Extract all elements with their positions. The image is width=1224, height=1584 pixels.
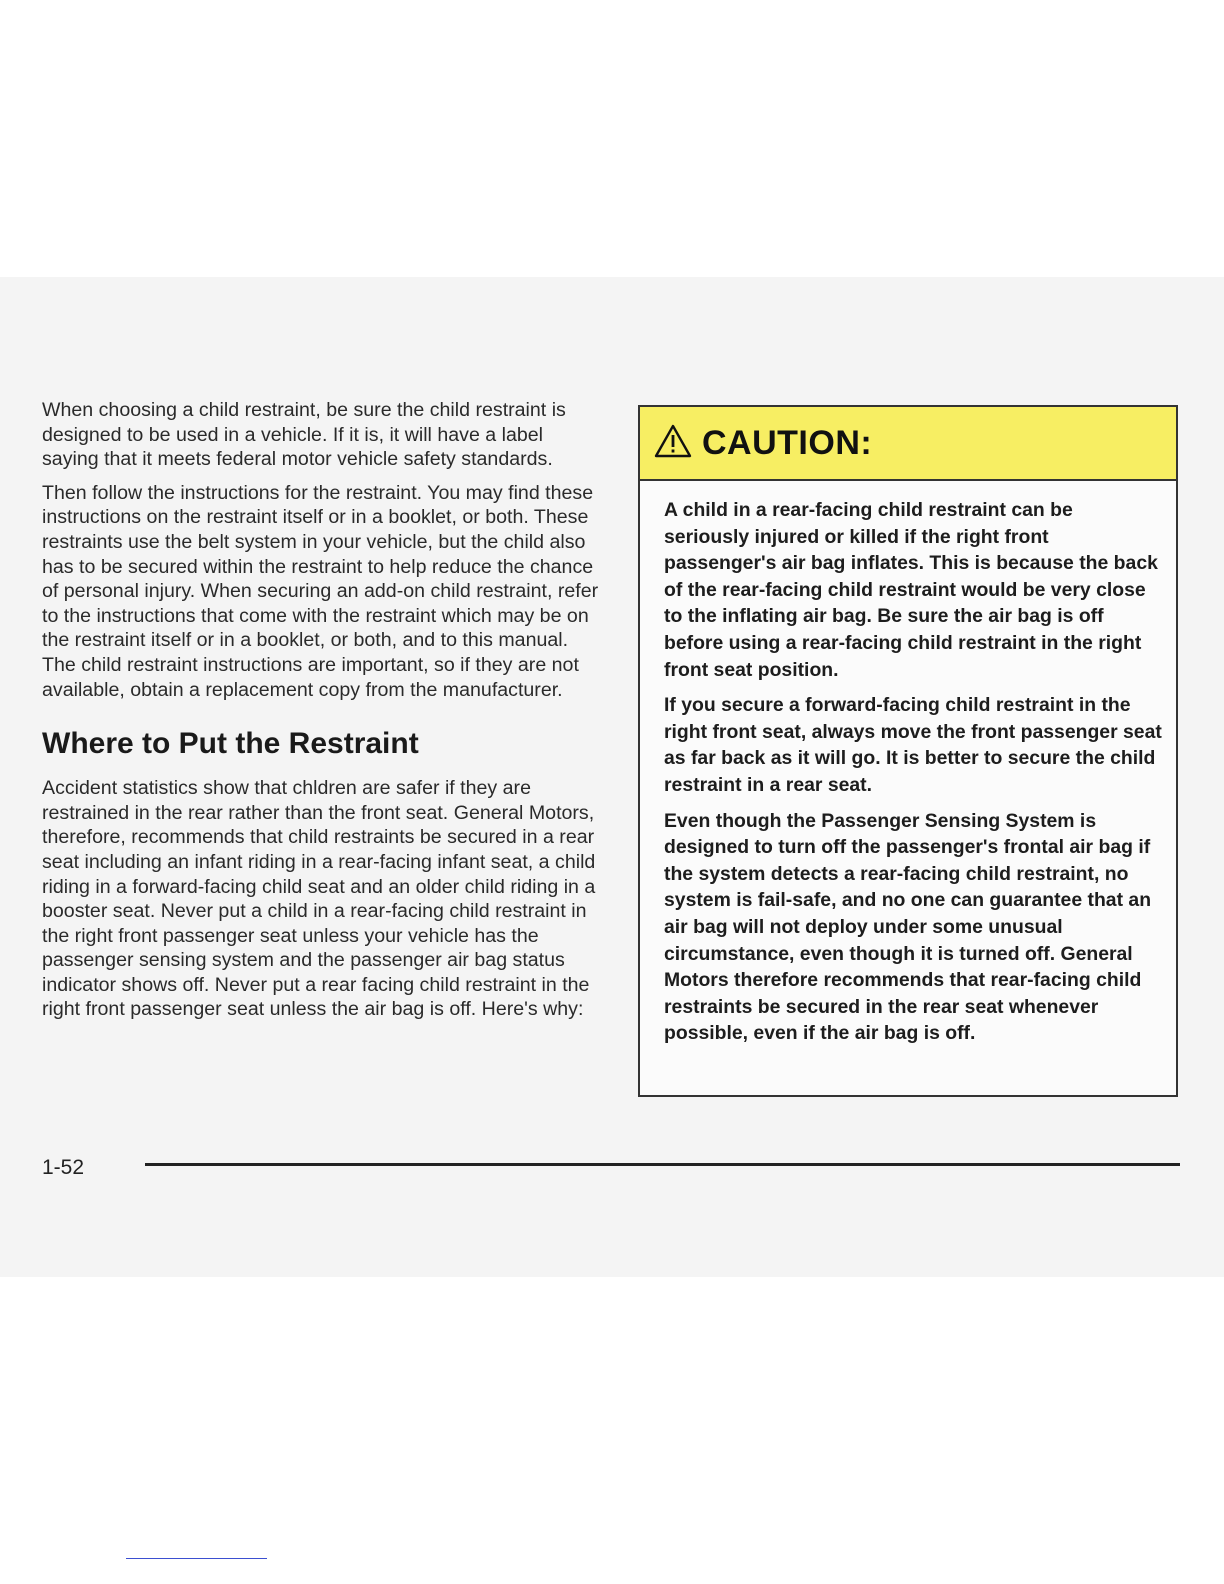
bottom-underline bbox=[126, 1558, 267, 1559]
caution-paragraph-rear-facing: A child in a rear-facing child restraint can be seriously injured or killed if the right front passenger's air bag inflates. This is because the back of the rear-facing child restraint would be very close to the inflating air bag. Be sure the air bag is off before using a rear-facing child restraint in the right front seat position. bbox=[664, 499, 1158, 681]
left-column bbox=[42, 398, 602, 1031]
warning-triangle-icon bbox=[654, 424, 702, 463]
caution-paragraph-forward-facing: If you secure a forward-facing child restraint in the right front seat, always move the front passenger seat as far back as it will go. It is better to secure the child restraint in a rear seat. bbox=[664, 694, 1162, 796]
caution-title: CAUTION: bbox=[702, 423, 873, 462]
caution-body bbox=[640, 481, 1176, 1047]
caution-box bbox=[638, 405, 1178, 1097]
page-number: 1-52 bbox=[42, 1156, 85, 1179]
caution-paragraph-sensing-system: Even though the Passenger Sensing System is designed to turn off the passenger's frontal air bag if the system detects a rear-facing child restraint, no system is fail-safe, and no one can guarantee that an air bag will not deploy under some unusual circumstance, even though it is turned off. General Motors therefore recommends that rear-facing child restraints be secured in the rear seat whenever possible, even if the air bag is off. bbox=[664, 809, 1152, 1045]
paragraph-follow-instructions: Then follow the instructions for the restraint. You may find these instructions on the restraint itself or in a booklet, or both. These restraints use the belt system in your vehicle, but the child also has to be secured within the restraint to help reduce the chance of personal injury. When securing an add-on child restraint, refer to the instructions that come with the restraint which may be on the restraint itself or in a booklet, or both, and to this manual. The child restraint instructions are important, so if they are not available, obtain a replacement copy from the manufacturer. bbox=[42, 481, 599, 701]
section-heading: Where to Put the Restraint bbox=[42, 727, 419, 761]
footer-rule bbox=[145, 1163, 1180, 1166]
paragraph-accident-statistics: Accident statistics show that chldren are safer if they are restrained in the rear rather than the front seat. General Motors, therefore, recommends that child restraints be secured in a rear seat including an infant riding in a rear-facing infant seat, a child riding in a forward-facing child seat and an older child riding in a booster seat. Never put a child in a rear-facing child restraint in the right front passenger seat unless your vehicle has the passenger sensing system and the passenger air bag status indicator shows off. Never put a rear facing child restraint in the right front passenger seat unless the air bag is off. Here's why: bbox=[42, 777, 596, 1021]
caution-header bbox=[640, 407, 1176, 481]
paragraph-choosing-restraint: When choosing a child restraint, be sure the child restraint is designed to be used in a vehicle. If it is, it will have a label saying that it meets federal motor vehicle safety standards. bbox=[42, 399, 566, 471]
